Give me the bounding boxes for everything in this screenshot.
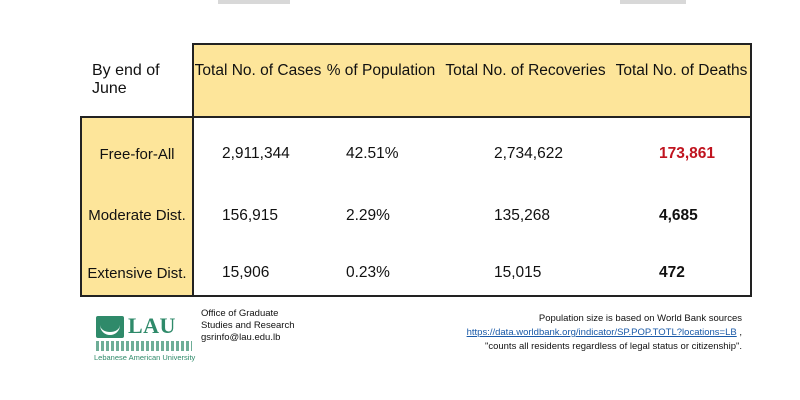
footer [90,306,750,376]
cell-percent: 2.29% [346,206,390,224]
cell-percent: 42.51% [346,145,399,162]
top-decoration-line [620,0,686,4]
office-line: Office of Graduate [201,308,279,319]
table-header-row [194,43,752,118]
cell-deaths: 472 [659,264,685,281]
logo-arabic-script [96,341,192,351]
office-info [201,308,294,344]
ship-icon [96,316,124,338]
office-line: Studies and Research [201,320,295,331]
header-total-deaths: Total No. of Deaths [615,61,748,79]
logo-wordmark: LAU [128,313,176,338]
row-label-free-for-all: Free-for-All [99,145,175,163]
cell-deaths: 4,685 [659,206,698,224]
cell-cases: 156,915 [222,206,279,224]
table-body [194,118,752,297]
cell-cases: 15,906 [222,264,270,281]
row-labels-column [80,118,194,297]
logo-university-name: Lebanese American University [94,353,196,362]
header-total-cases: Total No. of Cases [194,61,322,79]
cell-recoveries: 135,268 [494,206,551,224]
source-quote: "counts all residents regardless of legal status or citizenship". [484,341,742,352]
source-url-suffix: , [736,327,742,338]
row-label-moderate: Moderate Dist. [88,207,186,224]
lau-logo [90,310,194,366]
header-percent-population: % of Population [326,61,436,79]
table-corner-label: By end of June [80,43,194,118]
row-label-extensive: Extensive Dist. [87,264,187,282]
header-total-recoveries: Total No. of Recoveries [445,61,606,79]
cell-recoveries: 2,734,622 [494,145,563,162]
source-note [467,312,742,354]
source-text: Population size is based on World Bank sources [538,313,742,324]
top-decoration-line [218,0,290,4]
cell-percent: 0.23% [346,264,390,281]
cell-cases: 2,911,344 [222,145,290,162]
covid-projection-table [80,43,752,297]
source-link[interactable]: https://data.worldbank.org/indicator/SP.POP.TOTL?locations=LB [466,327,737,338]
cell-recoveries: 15,015 [494,264,542,281]
source-url-line [467,326,742,340]
cell-deaths-highlight: 173,861 [659,145,716,162]
office-email[interactable]: gsrinfo@lau.edu.lb [201,332,281,343]
